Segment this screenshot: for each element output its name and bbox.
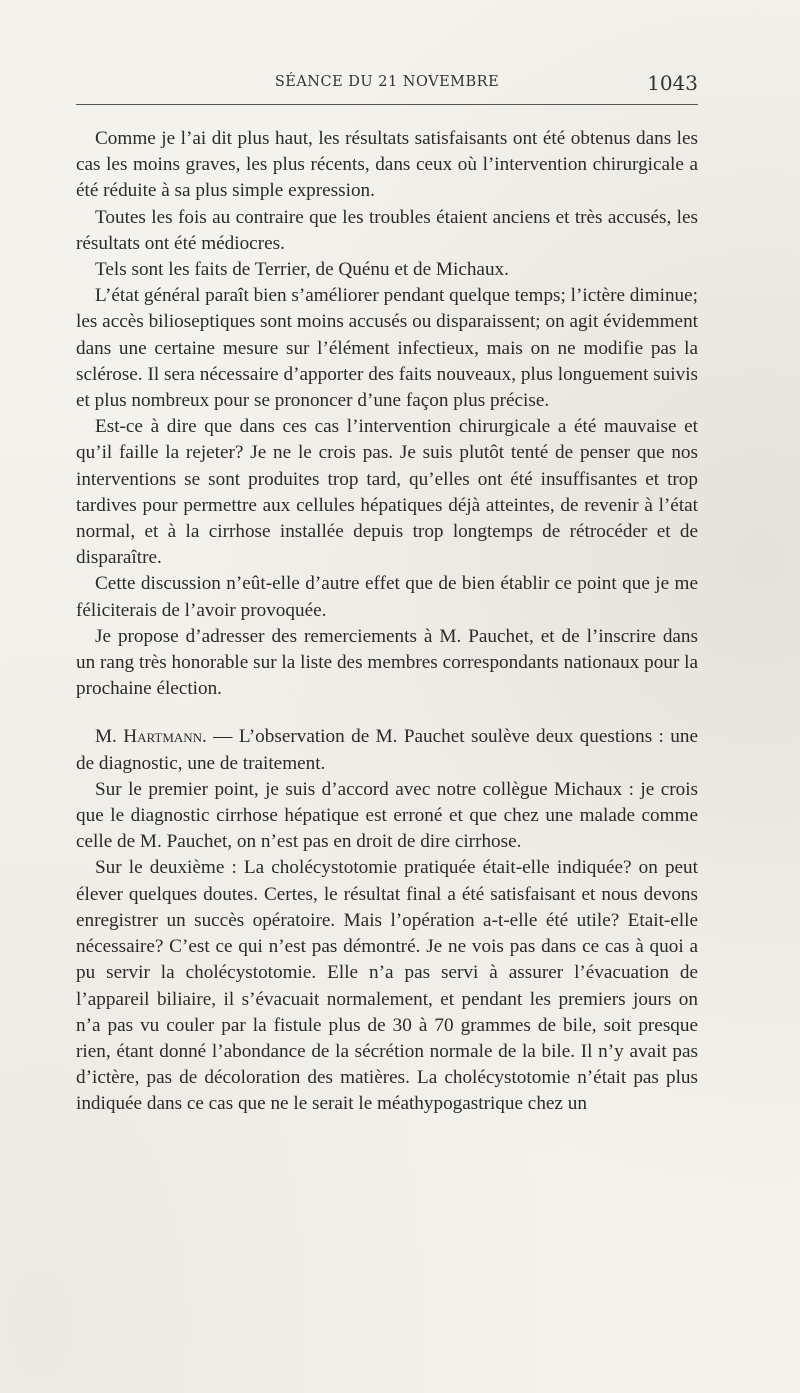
- paragraph: Cette discussion n’eût-elle d’autre effet que de bien établir ce point que je me féliciterais de l’avoir provoquée.: [76, 573, 698, 621]
- running-head: [76, 71, 698, 98]
- paragraph: Est-ce à dire que dans ces cas l’intervention chirurgicale a été mauvaise et qu’il faille la rejeter? Je ne le crois pas. Je suis plutôt tenté de penser que nos interventions se sont produites trop tard, qu’elles ont été insuffisantes et trop tardives pour permettre aux cellules hépatiques déjà atteintes, de revenir à l’état normal, et à la cirrhose installée depuis trop longtemps de rétrocéder et de disparaître.: [76, 416, 698, 569]
- paragraph: L’état général paraît bien s’améliorer pendant quelque temps; l’ictère diminue; les accès bilioseptiques sont moins accusés ou disparaissent; on agit évidemment dans une certaine mesure sur l’élément infectieux, mais on ne modifie pas la sclérose. Il sera nécessaire d’apporter des faits nouveaux, plus longuement suivis et plus nombreux pour se prononcer d’une façon plus précise.: [76, 285, 698, 412]
- paragraph: Toutes les fois au contraire que les troubles étaient anciens et très accusés, les résultats ont été médiocres.: [76, 206, 698, 254]
- header-rule: [76, 104, 698, 105]
- paragraph: Comme je l’ai dit plus haut, les résultats satisfaisants ont été obtenus dans les cas les moins graves, les plus récents, dans ceux où l’intervention chirurgicale a été réduite à sa plus simple expression.: [76, 128, 698, 202]
- speaker-name: M. Hartmann.: [95, 726, 207, 748]
- paragraph: Tels sont les faits de Terrier, de Quénu et de Michaux.: [95, 259, 509, 281]
- body-text: [76, 126, 698, 1118]
- paragraph: Sur le deuxième : La cholécystotomie pratiquée était-elle indiquée? on peut élever quelques doutes. Certes, le résultat final a été satisfaisant et nous devons enregistrer un succès opératoire. Mais l’opération a-t-elle été utile? Etait-elle nécessaire? C’est ce qui n’est pas démontré. Je ne vois pas dans ce cas à quoi a pu servir la cholécystotomie. Elle n’a pas servi à assurer l’évacuation de l’appareil biliaire, il s’évacuait normalement, et pendant les premiers jours on n’a pas vu couler par la fistule plus de 30 à 70 grammes de bile, soit presque rien, étant donné l’abondance de la sécrétion normale de la bile. Il n’y avait pas d’ictère, pas de décoloration des matières. La cholécystotomie n’était pas plus indiquée dans ce cas que ne le serait le méathypogastrique chez un: [76, 857, 698, 1115]
- speaker-intro: — L’observation de M. Pauchet soulève deux questions : une de diagnostic, une de traitement.: [76, 726, 698, 774]
- session-title: SÉANCE DU 21 NOVEMBRE: [274, 74, 500, 90]
- page-number: 1043: [647, 71, 698, 95]
- paragraph: Sur le premier point, je suis d’accord avec notre collègue Michaux : je crois que le diagnostic cirrhose hépatique est erroné et que chez une malade comme celle de M. Pauchet, on n’est pas en droit de dire cirrhose.: [76, 778, 698, 853]
- speaker-paragraph: [76, 724, 698, 776]
- paragraph: Je propose d’adresser des remerciements à M. Pauchet, et de l’inscrire dans un rang très honorable sur la liste des membres correspondants nationaux pour la prochaine élection.: [76, 625, 698, 700]
